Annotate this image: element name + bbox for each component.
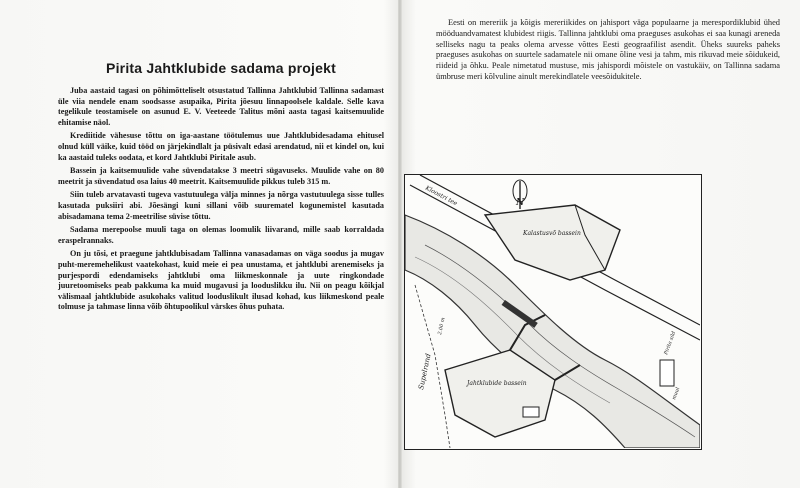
depth-note: 2.00 m: [437, 317, 447, 336]
harbour-map-drawing: [405, 175, 700, 448]
left-paragraph-3: Bassein ja kaitsemuulide vahe süvendatakse 3 meetri sügavuseks. Muulide vahe on 80 meetrit ja süvendatud osa laius 40 meetrit. Kaitsemuulide pikkus tuleb 315 m.: [58, 166, 384, 186]
clubhouse: [523, 407, 539, 417]
pier-label: muul: [671, 386, 682, 401]
upper-basin-label: Kalastusvõ bassein: [523, 230, 581, 237]
road-label: Kloostri tee: [424, 184, 459, 208]
bridge-structure: [660, 360, 674, 386]
beach-label: Supelrand: [417, 352, 433, 391]
right-paragraph-1: Eesti on mereriik ja kõigis mereriikides on jahisport väga populaarne ja merespordiklubid ühed mööduandvamatest klubidest riigis. Tallinna jahtklubi oma praeguses asukohas ei saa kunagi areneda selliseks nagu ta peaks olema arvesse võttes Eesti geograafilist asendit. Üheks suureks paheks praeguses asukohas on suurtele sadamatele nii omane õline vesi ja tahm, mis rikuvad meie sõidukeid, riideid ja õhku. Peale nimetatud mustuse, mis jahispordi mõistele on vastukäiv, on Tallinna sadama ümbruse meri kõlvuline ainult merekindlatele veesõidukitele.: [436, 18, 780, 81]
left-paragraph-2: Krediitide vähesuse tõttu on iga-aastane töötulemus uue Jahtklubidesadama ehitusel olnud küll väike, kuid tööd on järjekindlalt ja püsivalt edasi arendatud, nii et kindel on, kui ka aastaid tuleks oodata, et kord Jahtklubi Piritale asub.: [58, 131, 384, 162]
left-paragraph-1: Juba aastaid tagasi on põhimõtteliselt otsustatud Tallinna Jahtklubid Tallinna sadamast üle viia nendele enam soodsasse asupaika, Pirita jõesuu linnapoolsele kaldale. Selle kava tegelikule teostamisele on asunud E. V. Veeteede Talitus mõni aasta tagasi kaitsemuulide ehitamise näol.: [58, 86, 384, 127]
beach-line: [415, 285, 450, 448]
left-paragraph-4: Siin tuleb arvatavasti tugeva vastutuulega välja minnes ja nõrga vastutuulega sisse tulles kasutada puksiiri abi. Jõesängi kuni sillani võib suurematel kogunemistel kasutada abisadamana tema 2-meetrilise süvise tõttu.: [58, 190, 384, 221]
bridge-label: Pirita sild: [663, 330, 678, 356]
left-paragraph-6: On ju tõsi, et praegune jahtklubisadam Tallinna vanasadamas on väga soodus ja mugav puht-meremehelikust vaatekohast, kuid meie ei pea unustama, et jahtklubi arenemiseks ja purjespordi edendamiseks jahtklubi oma liikmeskonnale ja uute ringkondade juuretoomiseks peab pakkuma ka muid mugavusi ja looduslikku ilu. Nii on peagu kõikjal välismaal jahtklubide asukohaks valitud looduslikult ilusad kohad, kus liikmeskond peale tolmuse ja tahmase linna võib õhtupoolikul värskes õhus puhata.: [58, 249, 384, 312]
upper-basin: [485, 205, 620, 280]
article-title: Pirita Jahtklubide sadama projekt: [106, 60, 336, 76]
north-label: N: [516, 198, 525, 208]
left-page: [0, 0, 398, 488]
lower-basin-label: Jahtklubide bassein: [467, 380, 527, 387]
left-paragraph-5: Sadama merepoolse muuli taga on olemas loomulik liivarand, mille saab korraldada eraspelrannaks.: [58, 225, 384, 245]
harbour-map: [404, 174, 702, 450]
